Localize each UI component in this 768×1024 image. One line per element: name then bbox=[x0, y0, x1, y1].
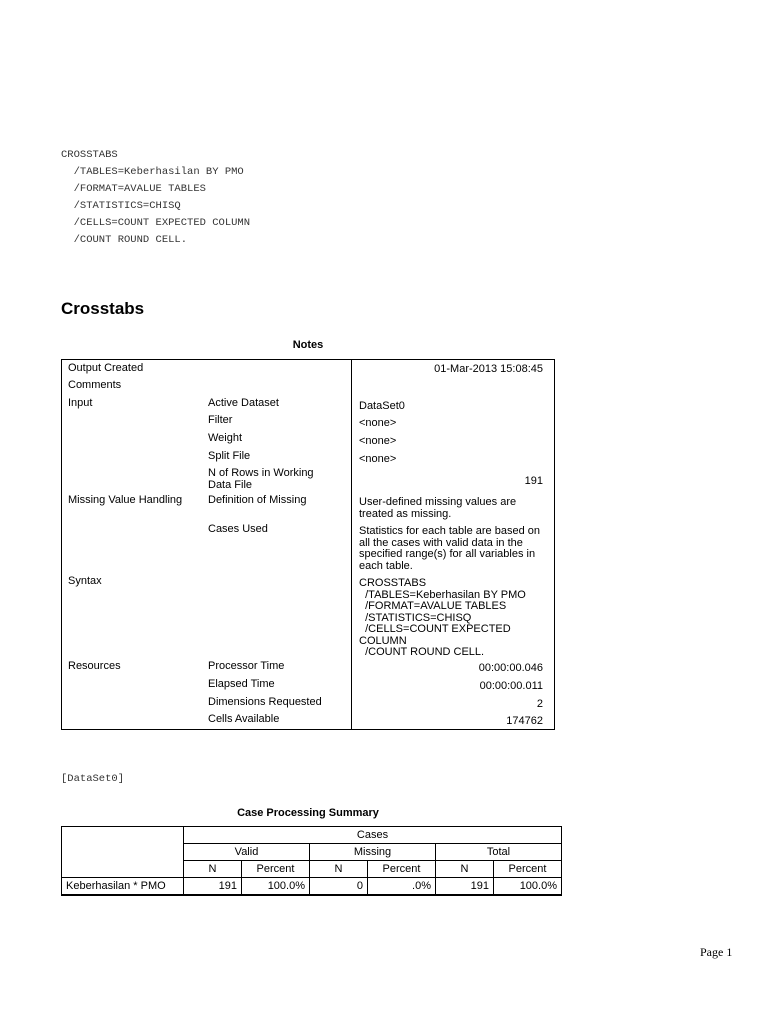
notes-table bbox=[61, 359, 555, 730]
n-rows-label: N of Rows in Working Data File bbox=[208, 467, 314, 491]
processor-time-value: 00:00:00.046 bbox=[478, 662, 543, 674]
weight-label: Weight bbox=[208, 432, 243, 444]
cases-used-label: Cases Used bbox=[208, 523, 268, 535]
cell-missing-n: 0 bbox=[310, 878, 368, 896]
header-missing: Missing bbox=[310, 844, 436, 861]
cases-used-value: Statistics for each table are based on all the cases with valid data in the specified range(s) for all variables in each table. bbox=[359, 525, 540, 572]
cell-missing-percent: .0% bbox=[368, 878, 436, 896]
cell-total-percent: 100.0% bbox=[494, 878, 562, 896]
subheader-percent: Percent bbox=[242, 861, 310, 878]
section-title: Crosstabs bbox=[61, 299, 145, 318]
subheader-n: N bbox=[184, 861, 242, 878]
dimensions-requested-label: Dimensions Requested bbox=[208, 696, 322, 708]
notes-title: Notes bbox=[292, 339, 324, 351]
cell-valid-percent: 100.0% bbox=[242, 878, 310, 896]
case-summary-title: Case Processing Summary bbox=[237, 807, 379, 819]
comments-label: Comments bbox=[68, 379, 122, 391]
syntax-line: CROSSTABS bbox=[61, 149, 118, 161]
split-file-value: <none> bbox=[359, 453, 397, 465]
syntax-line: /TABLES=Keberhasilan BY PMO bbox=[61, 166, 244, 178]
syntax-label: Syntax bbox=[68, 575, 102, 587]
elapsed-time-label: Elapsed Time bbox=[208, 678, 275, 690]
syntax-line: /STATISTICS=CHISQ bbox=[61, 200, 181, 212]
n-rows-value: 191 bbox=[524, 475, 543, 487]
subheader-n: N bbox=[310, 861, 368, 878]
cells-available-label: Cells Available bbox=[208, 713, 280, 725]
subheader-percent: Percent bbox=[494, 861, 562, 878]
header-total: Total bbox=[436, 844, 562, 861]
subheader-percent: Percent bbox=[368, 861, 436, 878]
definition-of-missing-label: Definition of Missing bbox=[208, 494, 307, 506]
subheader-n: N bbox=[436, 861, 494, 878]
dataset-label: [DataSet0] bbox=[61, 773, 125, 785]
header-empty bbox=[62, 861, 184, 878]
processor-time-label: Processor Time bbox=[208, 660, 285, 672]
cell-total-n: 191 bbox=[436, 878, 494, 896]
syntax-line: /CELLS=COUNT EXPECTED COLUMN bbox=[61, 217, 251, 229]
dimensions-requested-value: 2 bbox=[536, 698, 543, 710]
filter-value: <none> bbox=[359, 417, 397, 429]
header-valid: Valid bbox=[184, 844, 310, 861]
syntax-value: CROSSTABS /TABLES=Keberhasilan BY PMO /FORMAT=AVALUE TABLES /STATISTICS=CHISQ /CELLS=COUNT EXPECTED COLUMN /COUNT ROUND CELL. bbox=[359, 577, 526, 658]
active-dataset-value: DataSet0 bbox=[359, 400, 405, 412]
elapsed-time-value: 00:00:00.011 bbox=[479, 680, 543, 692]
missing-value-handling-label: Missing Value Handling bbox=[68, 494, 183, 506]
resources-label: Resources bbox=[68, 660, 121, 672]
cells-available-value: 174762 bbox=[506, 715, 543, 727]
output-created-label: Output Created bbox=[68, 362, 144, 374]
header-empty bbox=[62, 827, 184, 844]
table-row bbox=[62, 878, 562, 896]
page-number: Page 1 bbox=[700, 945, 733, 959]
active-dataset-label: Active Dataset bbox=[208, 397, 279, 409]
input-label: Input bbox=[68, 397, 93, 409]
notes-divider bbox=[351, 360, 352, 729]
cell-valid-n: 191 bbox=[184, 878, 242, 896]
syntax-line: /COUNT ROUND CELL. bbox=[61, 234, 188, 246]
weight-value: <none> bbox=[359, 435, 397, 447]
syntax-block bbox=[61, 147, 250, 249]
case-processing-summary-table bbox=[61, 826, 562, 896]
filter-label: Filter bbox=[208, 414, 233, 426]
split-file-label: Split File bbox=[208, 450, 251, 462]
output-created-value: 01-Mar-2013 15:08:45 bbox=[434, 363, 543, 375]
row-label: Keberhasilan * PMO bbox=[62, 878, 184, 896]
syntax-line: /FORMAT=AVALUE TABLES bbox=[61, 183, 206, 195]
header-empty bbox=[62, 844, 184, 861]
definition-of-missing-value: User-defined missing values are treated as missing. bbox=[359, 496, 517, 520]
header-cases: Cases bbox=[184, 827, 562, 844]
